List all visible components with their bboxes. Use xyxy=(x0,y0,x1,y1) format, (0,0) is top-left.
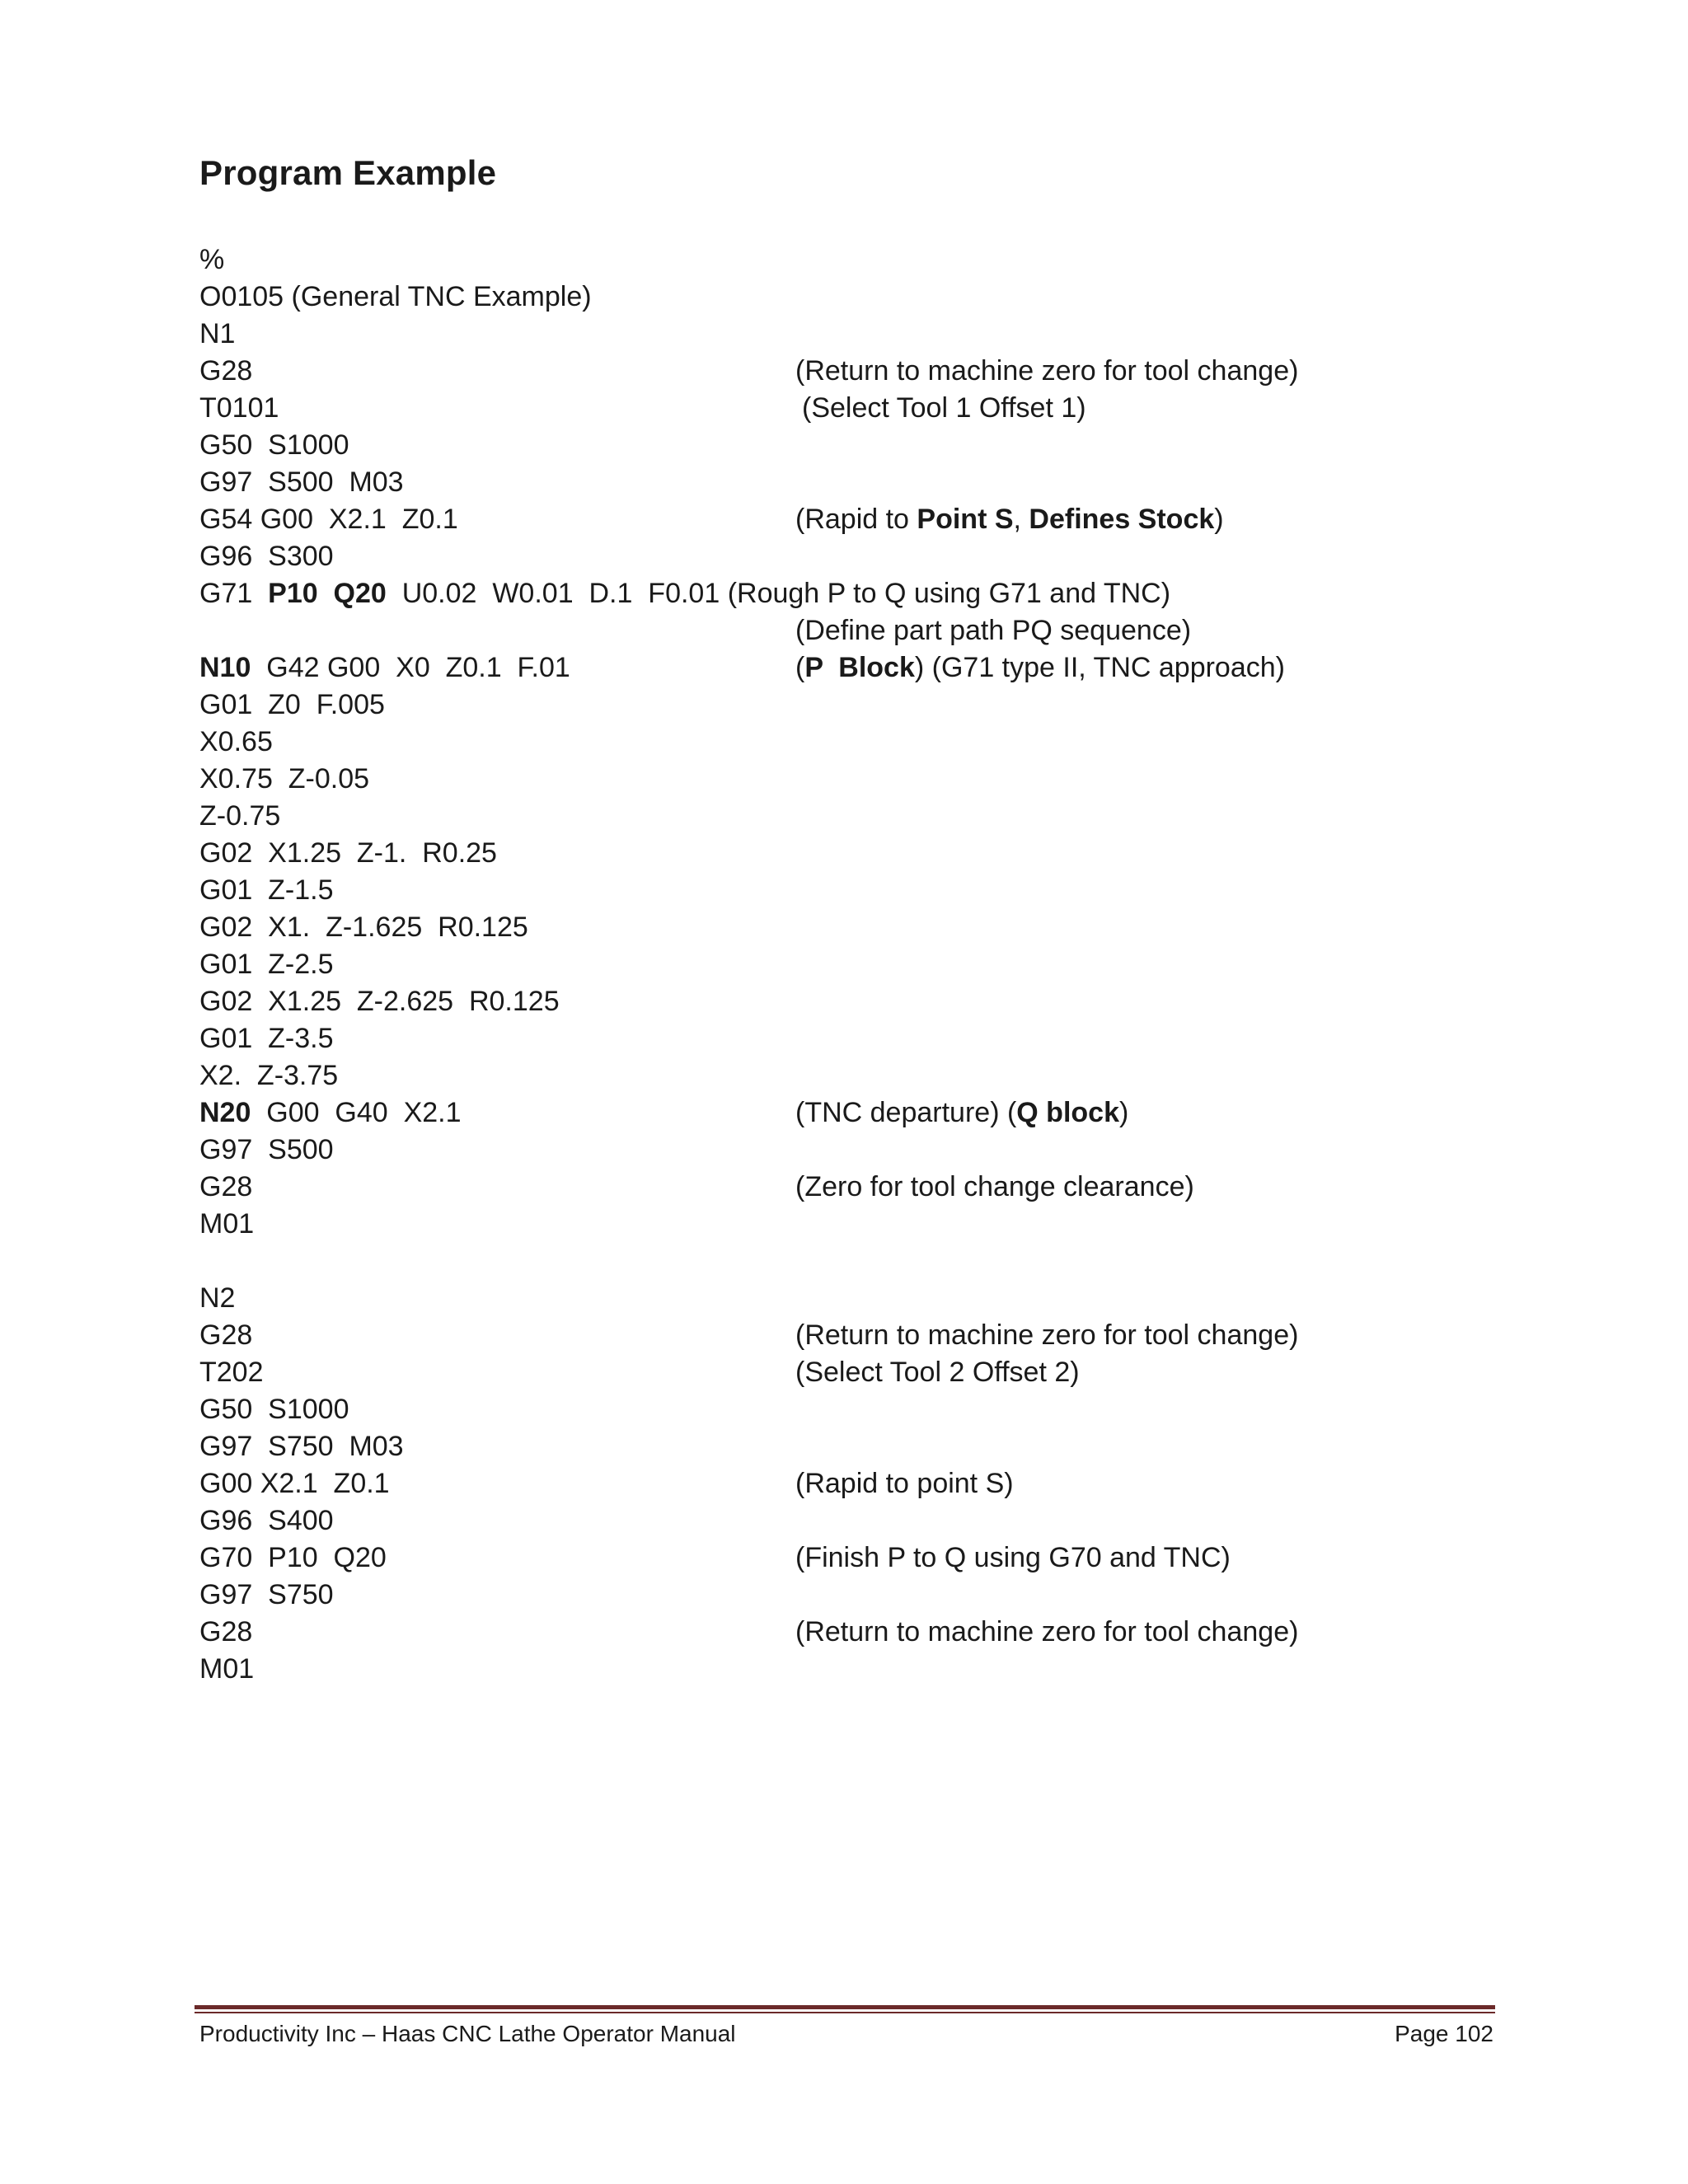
code-line xyxy=(199,279,1559,316)
command-bold-text: P10 Q20 xyxy=(268,578,387,609)
code-line xyxy=(199,1280,1559,1317)
code-command: G28 xyxy=(199,1171,253,1202)
code-line xyxy=(199,241,1559,279)
code-command: G01 Z0 F.005 xyxy=(199,689,385,720)
code-command: Z-0.75 xyxy=(199,800,281,832)
code-comment: (Return to machine zero for tool change) xyxy=(795,355,1299,387)
code-comment: (Define part path PQ sequence) xyxy=(795,615,1192,646)
code-command: G02 X1. Z-1.625 R0.125 xyxy=(199,912,528,943)
code-command: G97 S750 M03 xyxy=(199,1431,404,1462)
code-command: N2 xyxy=(199,1282,236,1314)
code-command: X0.65 xyxy=(199,726,273,757)
code-command: G50 S1000 xyxy=(199,1394,349,1425)
code-line xyxy=(199,316,1559,353)
code-line xyxy=(199,687,1559,724)
footer-rule xyxy=(195,2005,1495,2009)
code-line xyxy=(199,1614,1559,1651)
command-bold-text: N10 xyxy=(199,652,251,683)
code-command: T0101 xyxy=(199,392,279,424)
comment-text: ) xyxy=(1214,504,1224,535)
code-command xyxy=(199,575,1170,612)
comment-bold-text: P Block xyxy=(804,652,915,683)
comment-text: , xyxy=(1013,504,1029,535)
page-title: Program Example xyxy=(199,153,497,192)
code-command: X0.75 Z-0.05 xyxy=(199,763,370,794)
code-comment: (Select Tool 2 Offset 2) xyxy=(795,1357,1080,1388)
code-command: G97 S750 xyxy=(199,1579,334,1610)
code-line xyxy=(199,1057,1559,1094)
code-command xyxy=(199,649,570,687)
code-command: G28 xyxy=(199,1319,253,1351)
code-comment: (Select Tool 1 Offset 1) xyxy=(802,392,1086,424)
code-line xyxy=(199,1132,1559,1169)
code-line xyxy=(199,1428,1559,1465)
code-line xyxy=(199,1465,1559,1502)
command-text: G71 xyxy=(199,578,269,609)
code-command: G00 X2.1 Z0.1 xyxy=(199,1468,390,1499)
code-command: G01 Z-2.5 xyxy=(199,949,334,980)
comment-text: (Rapid to xyxy=(795,504,917,535)
comment-bold-text: Point S xyxy=(917,504,1014,535)
command-text: G00 G40 X2.1 xyxy=(251,1097,462,1128)
code-comment xyxy=(795,1094,1128,1132)
code-line xyxy=(199,538,1559,575)
code-line xyxy=(199,390,1559,427)
code-command: O0105 (General TNC Example) xyxy=(199,281,592,312)
code-comment: (Return to machine zero for tool change) xyxy=(795,1319,1299,1351)
code-command: G96 S300 xyxy=(199,541,334,572)
code-line xyxy=(199,1354,1559,1391)
code-line xyxy=(199,612,1559,649)
code-command: G28 xyxy=(199,355,253,387)
code-command: G28 xyxy=(199,1616,253,1647)
code-command: G01 Z-1.5 xyxy=(199,874,334,906)
code-command: G97 S500 M03 xyxy=(199,466,404,498)
code-command: % xyxy=(199,244,225,275)
comment-bold-text: Q block xyxy=(1016,1097,1119,1128)
code-comment xyxy=(795,501,1224,538)
code-line xyxy=(199,1020,1559,1057)
command-text: U0.02 W0.01 D.1 F0.01 (Rough P to Q using G71 and TNC) xyxy=(386,578,1171,609)
code-line xyxy=(199,1094,1559,1132)
code-command: G97 S500 xyxy=(199,1134,334,1165)
comment-bold-text: Defines Stock xyxy=(1029,504,1215,535)
footer-rule-thin xyxy=(195,2012,1495,2013)
blank-line xyxy=(199,1243,1559,1280)
footer-page-number: Page 102 xyxy=(1395,2021,1493,2046)
code-line xyxy=(199,1206,1559,1243)
code-line xyxy=(199,761,1559,798)
code-command: G70 P10 Q20 xyxy=(199,1542,387,1573)
code-line xyxy=(199,798,1559,835)
code-command: G50 S1000 xyxy=(199,429,349,461)
code-comment: (Rapid to point S) xyxy=(795,1468,1014,1499)
code-command: G02 X1.25 Z-2.625 R0.125 xyxy=(199,986,560,1017)
code-line xyxy=(199,1651,1559,1688)
code-line xyxy=(199,353,1559,390)
code-line xyxy=(199,909,1559,946)
code-comment: (Zero for tool change clearance) xyxy=(795,1171,1194,1202)
code-line xyxy=(199,724,1559,761)
program-listing xyxy=(199,241,1559,1688)
code-line xyxy=(199,1502,1559,1540)
code-comment: (Finish P to Q using G70 and TNC) xyxy=(795,1542,1231,1573)
code-command: M01 xyxy=(199,1653,255,1685)
code-line xyxy=(199,1540,1559,1577)
code-line xyxy=(199,835,1559,872)
comment-text: (TNC departure) ( xyxy=(795,1097,1017,1128)
code-command: G02 X1.25 Z-1. R0.25 xyxy=(199,837,497,869)
code-line xyxy=(199,983,1559,1020)
comment-text: ) xyxy=(1118,1097,1129,1128)
command-bold-text: N20 xyxy=(199,1097,251,1128)
code-line xyxy=(199,1169,1559,1206)
code-command: T202 xyxy=(199,1357,264,1388)
code-line xyxy=(199,575,1559,612)
comment-text: ( xyxy=(795,652,805,683)
code-command: X2. Z-3.75 xyxy=(199,1060,339,1091)
command-text: G42 G00 X0 Z0.1 F.01 xyxy=(251,652,570,683)
code-line xyxy=(199,946,1559,983)
comment-text: ) (G71 type II, TNC approach) xyxy=(914,652,1285,683)
code-line xyxy=(199,1391,1559,1428)
code-command: G01 Z-3.5 xyxy=(199,1023,334,1054)
code-command: M01 xyxy=(199,1208,255,1240)
code-line xyxy=(199,464,1559,501)
code-command: N1 xyxy=(199,318,236,349)
code-command: G96 S400 xyxy=(199,1505,334,1536)
code-comment: (Return to machine zero for tool change) xyxy=(795,1616,1299,1647)
code-line xyxy=(199,1577,1559,1614)
code-line xyxy=(199,872,1559,909)
code-line xyxy=(199,1317,1559,1354)
code-line xyxy=(199,649,1559,687)
code-comment xyxy=(795,649,1285,687)
code-command xyxy=(199,1094,462,1132)
code-command: G54 G00 X2.1 Z0.1 xyxy=(199,504,458,535)
footer-manual-title: Productivity Inc – Haas CNC Lathe Operator Manual xyxy=(199,2021,736,2046)
code-line xyxy=(199,427,1559,464)
code-line xyxy=(199,501,1559,538)
